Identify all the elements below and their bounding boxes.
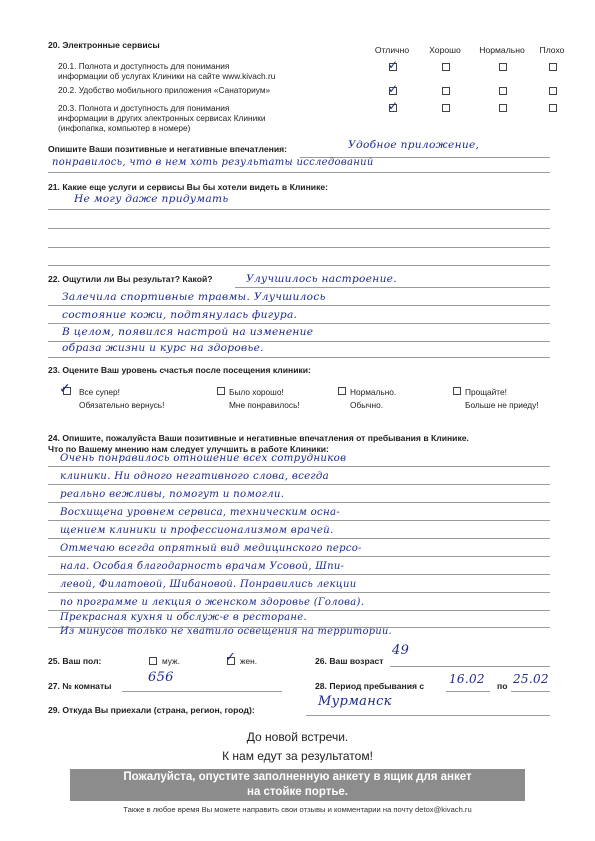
handwritten-answer-22: состояние кожи, подтянулась фигура. <box>62 309 298 321</box>
answer-line <box>446 691 490 692</box>
answer-line <box>48 484 550 485</box>
question-23-title: 23. Оцените Ваш уровень счастья после посещения клиники: <box>48 365 311 375</box>
gender-male-label: муж. <box>162 656 180 666</box>
checkbox-20-2-normal[interactable] <box>499 87 507 95</box>
column-normal: Нормально <box>479 45 525 55</box>
answer-line <box>48 323 550 324</box>
answer-line <box>235 287 550 288</box>
question-26-title: 26. Ваш возраст <box>315 656 384 666</box>
answer-line <box>48 610 550 611</box>
checkbox-20-3-normal[interactable] <box>499 104 507 112</box>
handwritten-answer-24: Из минусов только не хватило освещения на территории. <box>60 626 392 637</box>
question-22-title: 22. Ощутили ли Вы результат? Какой? <box>48 274 213 284</box>
happiness-option-normal-label: Нормально. Обычно. <box>350 387 397 410</box>
handwritten-answer-24: щением клиники и профессионализмом врачей. <box>60 525 334 536</box>
handwritten-answer-26: 49 <box>392 643 410 658</box>
happiness-option-super-label: Все супер! Обязательно вернусь! <box>79 387 165 410</box>
question-28-to-label: по <box>497 681 508 691</box>
banner-line-1: Пожалуйста, опустите заполненную анкету в ящик для анкет <box>123 771 472 783</box>
answer-line <box>48 247 550 248</box>
question-27-title: 27. № комнаты <box>48 681 112 691</box>
handwritten-answer-24: реально вежливы, помогут и помогли. <box>60 489 285 500</box>
handwritten-stay-to: 25.02 <box>513 672 549 686</box>
row-20-2-text: 20.2. Удобство мобильного приложения «Санаториум» <box>58 85 271 95</box>
column-bad: Плохо <box>539 45 565 55</box>
happiness-option-good-label: Было хорошо! Мне понравилось! <box>229 387 300 410</box>
handwritten-answer-24: Очень понравилось отношение всех сотрудников <box>60 453 347 464</box>
farewell-line-1: До новой встречи. <box>246 730 349 744</box>
answer-line <box>48 502 550 503</box>
row-20-1-text: 20.1. Полнота и доступность для понимания информации об услугах Клиники на сайте www.kivach.ru <box>58 61 276 81</box>
handwritten-answer-22: Улучшилось настроение. <box>246 273 397 285</box>
answer-line <box>48 592 550 593</box>
handwritten-answer-24: Отмечаю всегда опрятный вид медицинского персо- <box>60 543 362 554</box>
happiness-option-good[interactable] <box>217 387 225 395</box>
handwritten-answer-24: левой, Филатовой, Шибановой. Понравились лекции <box>60 579 357 590</box>
column-excellent: Отлично <box>374 45 410 55</box>
section-20-prompt: Опишите Ваши позитивные и негативные впечатления: <box>48 144 288 154</box>
handwritten-answer-24: Восхищена уровнем сервиса, техническим осна- <box>60 507 341 518</box>
question-24-title: 24. Опишите, пожалуйста Ваши позитивные и негативные впечатления от пребывания в Клинике. <box>48 433 469 443</box>
question-28-title: 28. Период пребывания с <box>315 681 425 691</box>
question-24-subtitle: Что по Вашему мнению нам следует улучшить в работе Клиники: <box>48 444 329 454</box>
checkbox-20-2-bad[interactable] <box>549 87 557 95</box>
handwritten-answer-21: Не могу даже придумать <box>74 193 229 205</box>
handwritten-answer-27: 656 <box>148 670 174 685</box>
handwritten-stay-from: 16.02 <box>449 672 485 686</box>
handwritten-answer-22: В целом, появился настрой на изменение <box>62 326 314 338</box>
handwritten-answer-24: клиники. Ни одного негативного слова, всегда <box>60 471 329 482</box>
check-mark-icon: ✓ <box>225 650 236 665</box>
checkbox-20-1-good[interactable] <box>442 63 450 71</box>
checkbox-20-1-bad[interactable] <box>549 63 557 71</box>
answer-line <box>48 228 550 229</box>
checkbox-20-1-normal[interactable] <box>499 63 507 71</box>
happiness-option-goodbye-label: Прощайте! Больше не приеду! <box>465 387 539 410</box>
farewell-line-2: К нам едут за результатом! <box>222 749 373 763</box>
check-mark-icon: ✓ <box>388 82 399 96</box>
answer-line <box>306 715 550 716</box>
answer-line <box>48 556 550 557</box>
answer-line <box>48 305 550 306</box>
gender-female-label: жен. <box>240 656 258 666</box>
handwritten-answer-22: образа жизни и курс на здоровье. <box>62 342 264 354</box>
drop-box-banner <box>70 769 525 801</box>
handwritten-answer-20: понравилось, что в нем хоть результаты исследований <box>52 157 374 168</box>
happiness-option-normal[interactable] <box>338 387 346 395</box>
happiness-option-goodbye[interactable] <box>453 387 461 395</box>
check-mark-icon: ✓ <box>388 99 399 113</box>
handwritten-answer-29: Мурманск <box>318 694 392 709</box>
handwritten-answer-24: нала. Особая благодарность врачам Усовой, Шпи- <box>60 561 345 572</box>
answer-line <box>48 265 550 266</box>
checkbox-20-3-bad[interactable] <box>549 104 557 112</box>
handwritten-answer-24: по программе и лекция о женском здоровье (Голова). <box>60 597 365 608</box>
answer-line <box>390 666 550 667</box>
checkbox-20-3-good[interactable] <box>442 104 450 112</box>
answer-line <box>122 691 282 692</box>
answer-line <box>48 574 550 575</box>
answer-line <box>48 520 550 521</box>
row-20-3-text: 20.3. Полнота и доступность для понимания информации в других электронных сервисах Клиники (инфопапка, компьютер в номере) <box>58 103 266 133</box>
question-25-title: 25. Ваш пол: <box>48 656 102 666</box>
question-21-title: 21. Какие еще услуги и сервисы Вы бы хотели видеть в Клинике: <box>48 182 329 192</box>
handwritten-answer-22: Залечила спортивные травмы. Улучшилось <box>62 291 326 303</box>
answer-line <box>48 538 550 539</box>
banner-line-2: на стойке портье. <box>247 786 348 798</box>
column-good: Хорошо <box>429 45 461 55</box>
answer-line <box>48 209 550 210</box>
question-29-title: 29. Откуда Вы приехали (страна, регион, город): <box>48 705 255 715</box>
check-mark-icon: ✓ <box>59 381 71 397</box>
gender-male-checkbox[interactable] <box>149 657 157 665</box>
answer-line <box>48 357 550 358</box>
section-20-title: 20. Электронные сервисы <box>48 40 160 50</box>
footer-note: Также в любое время Вы можете направить свои отзывы и комментарии на почту detox@kivach.ru <box>123 805 472 814</box>
checkbox-20-2-good[interactable] <box>442 87 450 95</box>
check-mark-icon: ✓ <box>388 58 399 72</box>
answer-line <box>48 172 550 173</box>
answer-line <box>511 691 550 692</box>
handwritten-answer-20: Удобное приложение, <box>348 139 480 151</box>
answer-line <box>48 466 550 467</box>
handwritten-answer-24: Прекрасная кухня и обслуж-е в ресторане. <box>60 612 307 623</box>
